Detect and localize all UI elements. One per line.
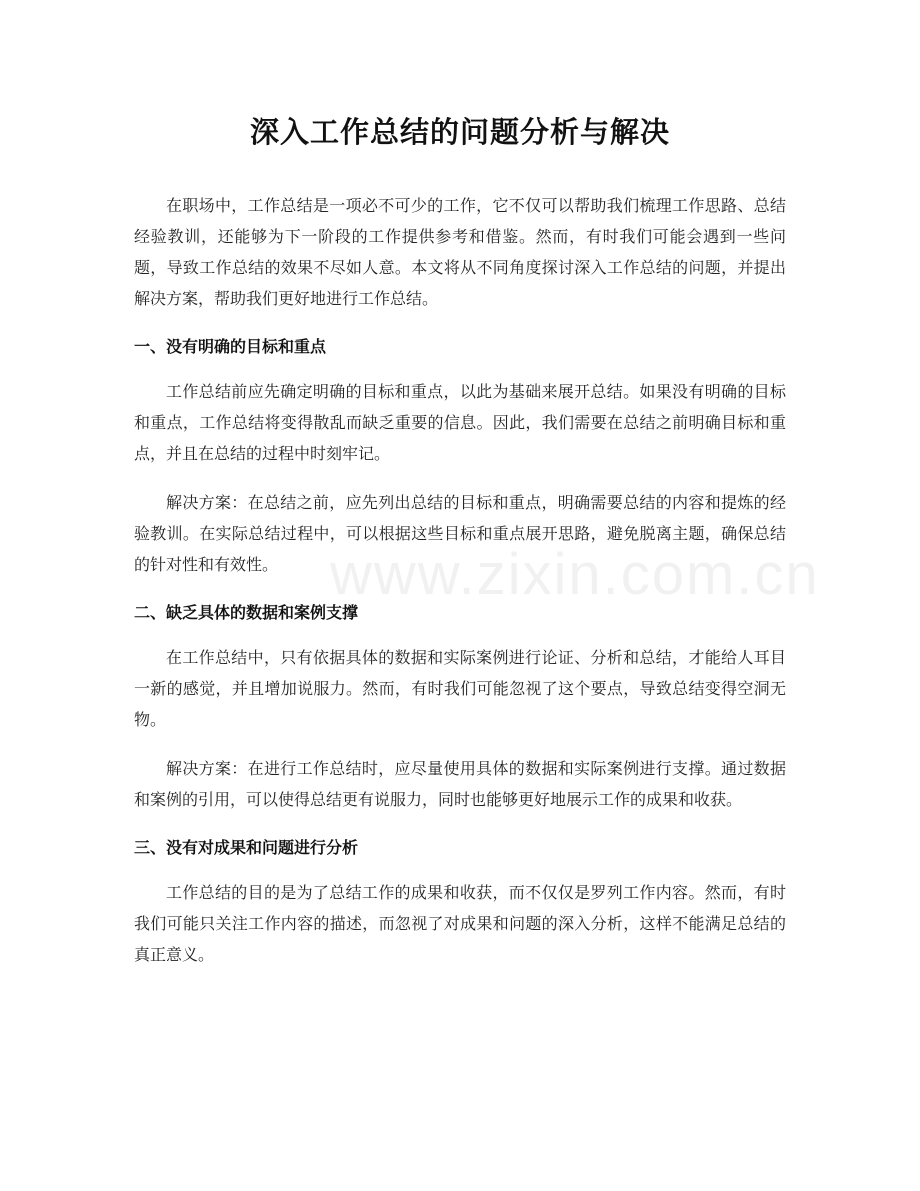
section-1-heading: 一、没有明确的目标和重点	[134, 337, 327, 356]
section-1-solution-paragraph: 解决方案：在总结之前，应先列出总结的目标和重点，明确需要总结的内容和提炼的经验教训。在实际总结过程中，可以根据这些目标和重点展开思路，避免脱离主题，确保总结的针对性和有效性。	[134, 493, 786, 574]
section-3-heading: 三、没有对成果和问题进行分析	[134, 838, 359, 857]
section-1-problem-paragraph: 工作总结前应先确定明确的目标和重点，以此为基础来展开总结。如果没有明确的目标和重点，工作总结将变得散乱而缺乏重要的信息。因此，我们需要在总结之前明确目标和重点，并且在总结的过程中时刻牢记。	[134, 382, 786, 463]
document-title: 深入工作总结的问题分析与解决	[249, 115, 670, 149]
section-2-problem-paragraph: 在工作总结中，只有依据具体的数据和实际案例进行论证、分析和总结，才能给人耳目一新的感觉，并且增加说服力。然而，有时我们可能忽视了这个要点，导致总结变得空洞无物。	[134, 648, 786, 729]
intro-paragraph: 在职场中，工作总结是一项必不可少的工作，它不仅可以帮助我们梳理工作思路、总结经验教训，还能够为下一阶段的工作提供参考和借鉴。然而，有时我们可能会遇到一些问题，导致工作总结的效果不尽如人意。本文将从不同角度探讨深入工作总结的问题，并提出解决方案，帮助我们更好地进行工作总结。	[134, 196, 786, 308]
section-2-solution-paragraph: 解决方案：在进行工作总结时，应尽量使用具体的数据和实际案例进行支撑。通过数据和案例的引用，可以使得总结更有说服力，同时也能够更好地展示工作的成果和收获。	[134, 759, 786, 809]
section-3-problem-paragraph: 工作总结的目的是为了总结工作的成果和收获，而不仅仅是罗列工作内容。然而，有时我们可能只关注工作内容的描述，而忽视了对成果和问题的深入分析，这样不能满足总结的真正意义。	[134, 883, 786, 964]
watermark-text: www.zixin.com.cn	[330, 542, 820, 607]
section-2-heading: 二、缺乏具体的数据和案例支撑	[134, 603, 359, 622]
